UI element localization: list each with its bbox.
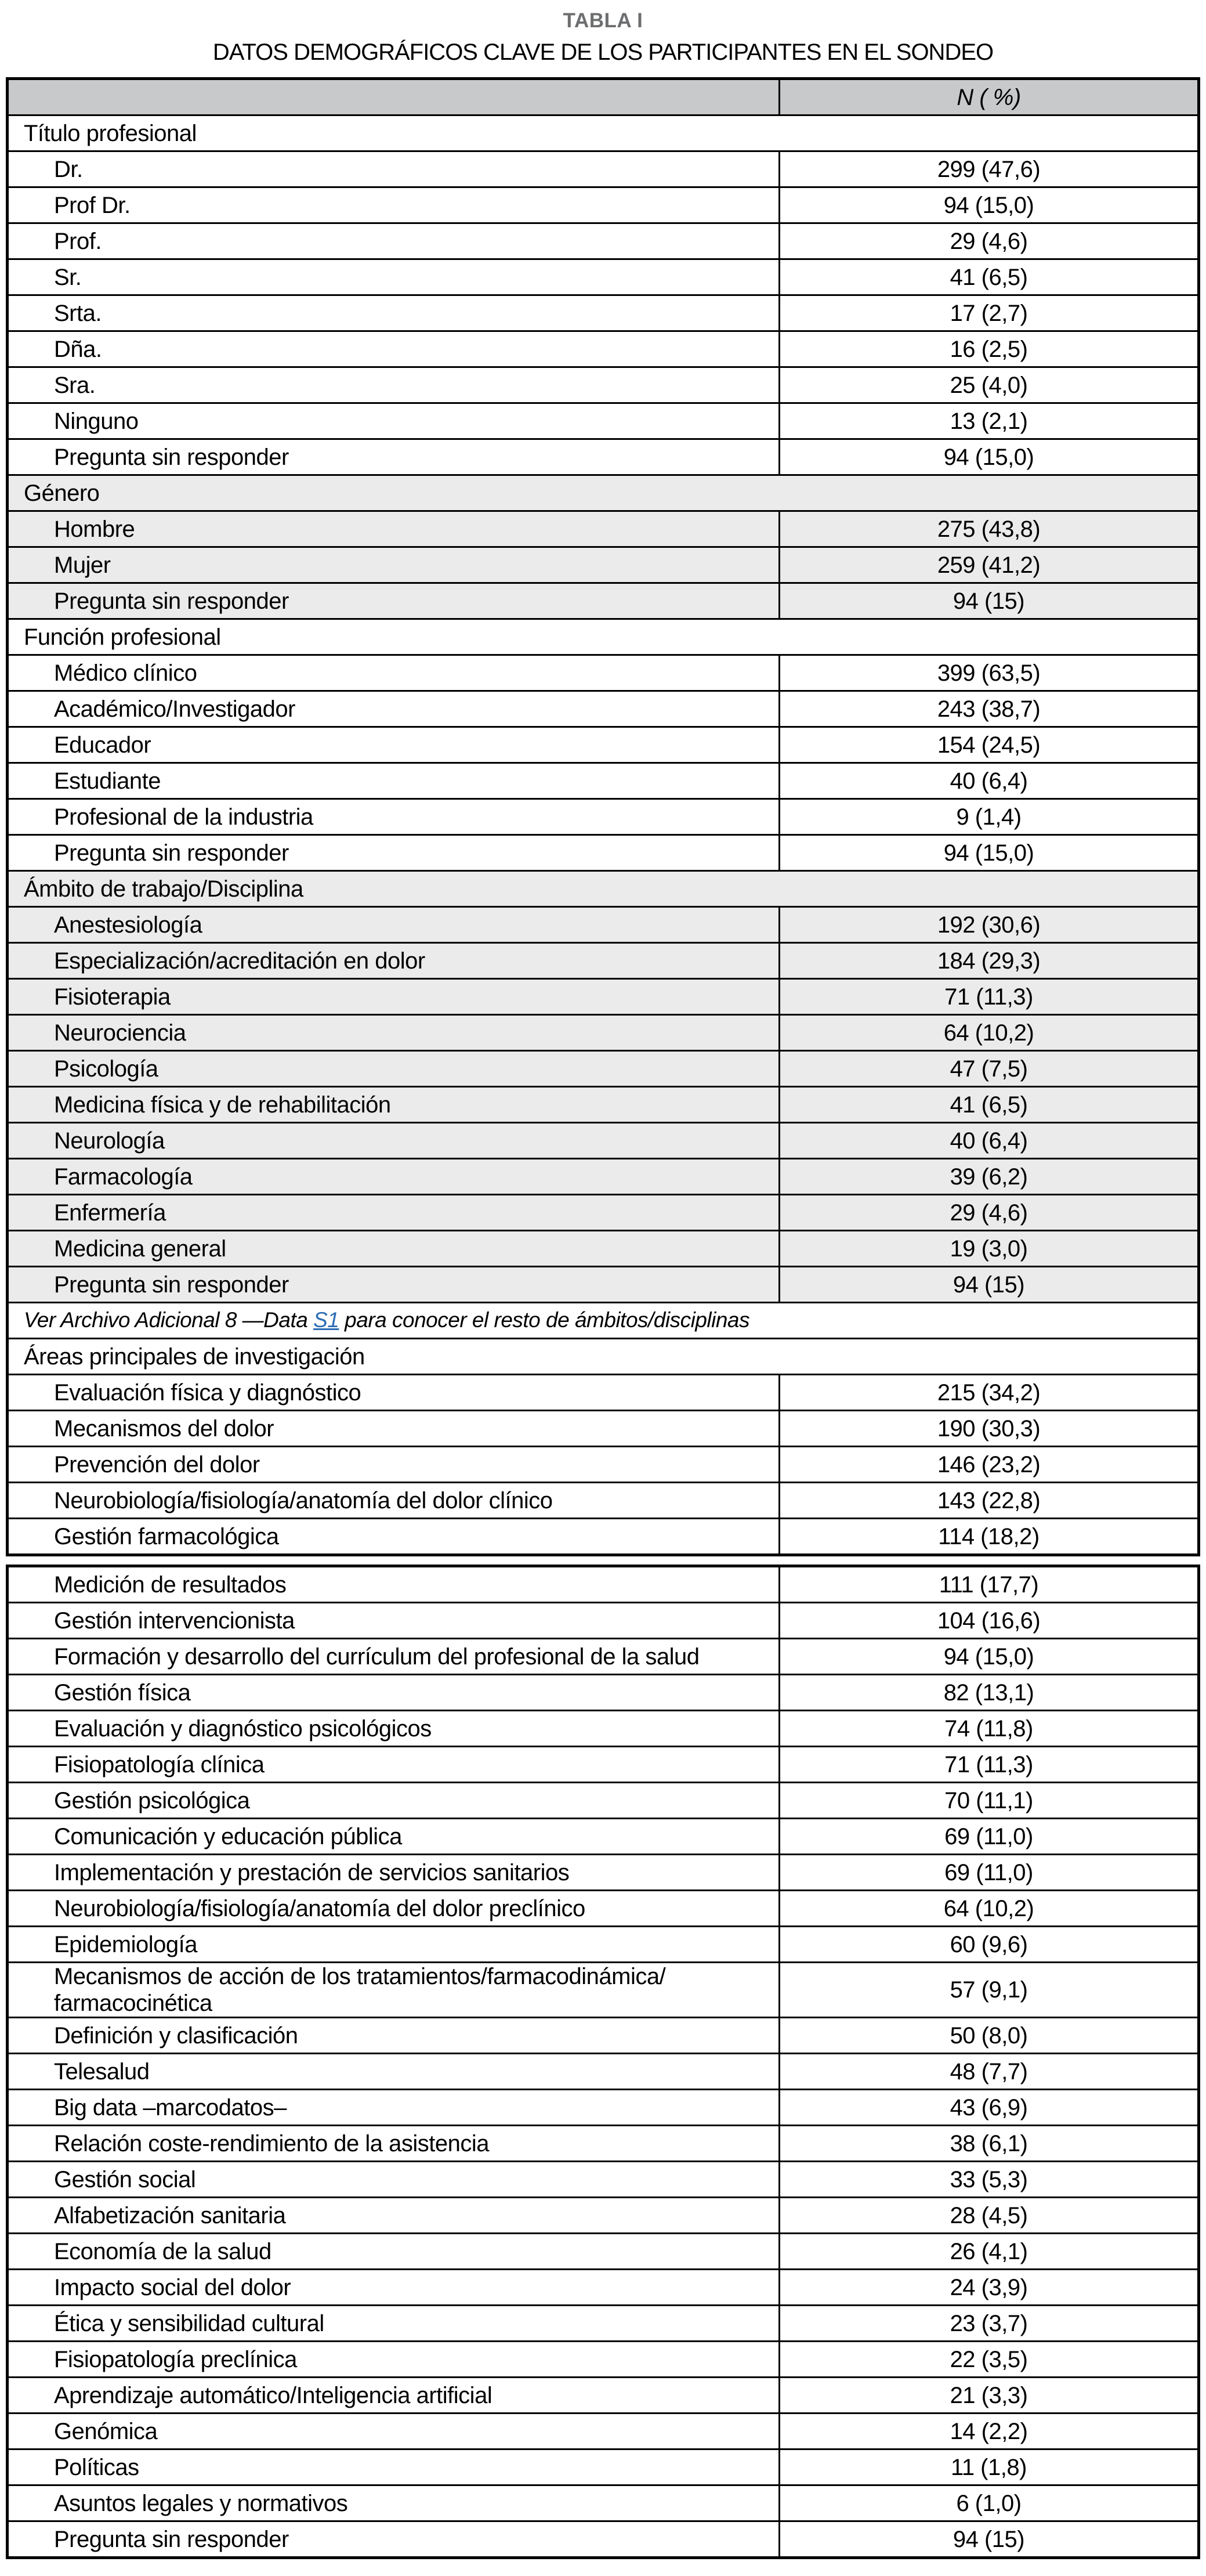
table-row xyxy=(8,1891,1199,1927)
row-label: Definición y clasificación xyxy=(8,2018,780,2054)
row-value: 16 (2,5) xyxy=(779,331,1198,367)
row-value: 64 (10,2) xyxy=(779,1891,1198,1927)
row-label: Big data –marcodatos– xyxy=(8,2090,780,2126)
row-label: Pregunta sin responder xyxy=(8,2521,780,2558)
row-label: Sra. xyxy=(8,367,780,403)
row-label: Hombre xyxy=(8,511,780,547)
row-value: 154 (24,5) xyxy=(779,727,1198,763)
table-row xyxy=(8,1015,1199,1051)
row-label: Relación coste-rendimiento de la asistencia xyxy=(8,2126,780,2162)
row-value: 94 (15,0) xyxy=(779,835,1198,871)
table-row xyxy=(8,1375,1199,1411)
row-label: Medicina física y de rehabilitación xyxy=(8,1087,780,1123)
table-row xyxy=(8,1483,1199,1519)
row-label: Aprendizaje automático/Inteligencia artificial xyxy=(8,2378,780,2414)
row-label: Políticas xyxy=(8,2449,780,2485)
table-row xyxy=(8,439,1199,475)
row-label: Pregunta sin responder xyxy=(8,1267,780,1303)
table-row xyxy=(8,2485,1199,2521)
row-label: Farmacología xyxy=(8,1159,780,1195)
table-row xyxy=(8,2270,1199,2306)
table-row xyxy=(8,1963,1199,2018)
table-row xyxy=(8,259,1199,295)
row-value: 94 (15) xyxy=(779,2521,1198,2558)
row-value: 57 (9,1) xyxy=(779,1963,1198,2018)
table-row xyxy=(8,1819,1199,1855)
row-label: Médico clínico xyxy=(8,655,780,691)
row-value: 114 (18,2) xyxy=(779,1519,1198,1555)
row-value: 25 (4,0) xyxy=(779,367,1198,403)
row-value: 11 (1,8) xyxy=(779,2449,1198,2485)
row-value: 215 (34,2) xyxy=(779,1375,1198,1411)
table-row xyxy=(8,1051,1199,1087)
note-row xyxy=(8,1303,1199,1339)
note-cell xyxy=(8,1303,1199,1339)
table-subtitle: DATOS DEMOGRÁFICOS CLAVE DE LOS PARTICIPANTES EN EL SONDEO xyxy=(212,39,994,65)
row-value: 41 (6,5) xyxy=(779,259,1198,295)
table-row xyxy=(8,2378,1199,2414)
row-value: 94 (15,0) xyxy=(779,187,1198,223)
table-row xyxy=(8,727,1199,763)
demographics-table xyxy=(6,77,1200,2559)
table-row xyxy=(8,2090,1199,2126)
row-value: 74 (11,8) xyxy=(779,1711,1198,1747)
table-caption xyxy=(0,0,1206,66)
row-value: 82 (13,1) xyxy=(779,1675,1198,1711)
row-label: Dr. xyxy=(8,151,780,187)
row-label: Evaluación y diagnóstico psicológicos xyxy=(8,1711,780,1747)
row-label: Telesalud xyxy=(8,2054,780,2090)
row-label: Dña. xyxy=(8,331,780,367)
row-label: Fisiopatología preclínica xyxy=(8,2342,780,2378)
row-value: 13 (2,1) xyxy=(779,403,1198,439)
section-label: Ámbito de trabajo/Disciplina xyxy=(8,871,1199,907)
table-row xyxy=(8,403,1199,439)
section-row xyxy=(8,475,1199,511)
row-label: Pregunta sin responder xyxy=(8,835,780,871)
row-label: Estudiante xyxy=(8,763,780,799)
row-label: Neurobiología/fisiología/anatomía del dolor preclínico xyxy=(8,1891,780,1927)
row-value: 190 (30,3) xyxy=(779,1411,1198,1447)
row-value: 69 (11,0) xyxy=(779,1819,1198,1855)
row-label: Académico/Investigador xyxy=(8,691,780,727)
row-value: 43 (6,9) xyxy=(779,2090,1198,2126)
row-value: 184 (29,3) xyxy=(779,943,1198,979)
table-row xyxy=(8,1675,1199,1711)
header-n-percent-cell: N ( %) xyxy=(779,79,1198,115)
table-row xyxy=(8,2054,1199,2090)
row-label: Mujer xyxy=(8,547,780,583)
row-value: 6 (1,0) xyxy=(779,2485,1198,2521)
row-label: Srta. xyxy=(8,295,780,331)
table-block-1 xyxy=(6,77,1200,1556)
row-label: Prevención del dolor xyxy=(8,1447,780,1483)
row-label: Alfabetización sanitaria xyxy=(8,2198,780,2234)
row-label: Mecanismos de acción de los tratamientos/farmacodinámica/ farmacocinética xyxy=(8,1963,780,2018)
row-label: Ninguno xyxy=(8,403,780,439)
row-label: Medicina general xyxy=(8,1231,780,1267)
table-row xyxy=(8,1711,1199,1747)
table-row xyxy=(8,1783,1199,1819)
row-label: Educador xyxy=(8,727,780,763)
row-label: Asuntos legales y normativos xyxy=(8,2485,780,2521)
table-row xyxy=(8,2449,1199,2485)
row-value: 24 (3,9) xyxy=(779,2270,1198,2306)
row-value: 192 (30,6) xyxy=(779,907,1198,943)
table-row xyxy=(8,2521,1199,2558)
row-label: Neurociencia xyxy=(8,1015,780,1051)
table-title: TABLA I xyxy=(563,9,643,32)
row-label: Evaluación física y diagnóstico xyxy=(8,1375,780,1411)
row-label: Prof Dr. xyxy=(8,187,780,223)
table-row xyxy=(8,691,1199,727)
row-value: 94 (15,0) xyxy=(779,439,1198,475)
row-label: Anestesiología xyxy=(8,907,780,943)
row-value: 60 (9,6) xyxy=(779,1927,1198,1963)
table-row xyxy=(8,1087,1199,1123)
row-value: 71 (11,3) xyxy=(779,979,1198,1015)
row-value: 275 (43,8) xyxy=(779,511,1198,547)
row-label: Gestión física xyxy=(8,1675,780,1711)
row-label: Fisiopatología clínica xyxy=(8,1747,780,1783)
row-value: 9 (1,4) xyxy=(779,799,1198,835)
row-label: Pregunta sin responder xyxy=(8,439,780,475)
row-value: 22 (3,5) xyxy=(779,2342,1198,2378)
table-row xyxy=(8,2342,1199,2378)
table-row xyxy=(8,2126,1199,2162)
row-label: Gestión farmacológica xyxy=(8,1519,780,1555)
row-value: 21 (3,3) xyxy=(779,2378,1198,2414)
row-value: 104 (16,6) xyxy=(779,1603,1198,1639)
table-row xyxy=(8,655,1199,691)
row-value: 28 (4,5) xyxy=(779,2198,1198,2234)
row-label: Neurobiología/fisiología/anatomía del dolor clínico xyxy=(8,1483,780,1519)
row-value: 26 (4,1) xyxy=(779,2234,1198,2270)
row-value: 14 (2,2) xyxy=(779,2414,1198,2449)
table-row xyxy=(8,511,1199,547)
table-row xyxy=(8,2162,1199,2198)
section-row xyxy=(8,115,1199,151)
row-value: 143 (22,8) xyxy=(779,1483,1198,1519)
row-value: 259 (41,2) xyxy=(779,547,1198,583)
row-value: 94 (15) xyxy=(779,583,1198,619)
row-label: Enfermería xyxy=(8,1195,780,1231)
row-value: 399 (63,5) xyxy=(779,655,1198,691)
table-row xyxy=(8,1195,1199,1231)
row-label: Sr. xyxy=(8,259,780,295)
row-value: 69 (11,0) xyxy=(779,1855,1198,1891)
row-label: Genómica xyxy=(8,2414,780,2449)
section-label: Título profesional xyxy=(8,115,1199,151)
row-label: Comunicación y educación pública xyxy=(8,1819,780,1855)
table-row xyxy=(8,331,1199,367)
row-value: 29 (4,6) xyxy=(779,223,1198,259)
row-value: 94 (15,0) xyxy=(779,1639,1198,1675)
section-row xyxy=(8,619,1199,655)
table-row xyxy=(8,2018,1199,2054)
row-label: Gestión social xyxy=(8,2162,780,2198)
table-row xyxy=(8,1603,1199,1639)
table-row xyxy=(8,2414,1199,2449)
row-label: Prof. xyxy=(8,223,780,259)
row-value: 243 (38,7) xyxy=(779,691,1198,727)
row-value: 48 (7,7) xyxy=(779,2054,1198,2090)
row-value: 19 (3,0) xyxy=(779,1231,1198,1267)
table-row xyxy=(8,583,1199,619)
row-value: 38 (6,1) xyxy=(779,2126,1198,2162)
table-row xyxy=(8,1159,1199,1195)
table-row xyxy=(8,2198,1199,2234)
row-label: Pregunta sin responder xyxy=(8,583,780,619)
row-label: Impacto social del dolor xyxy=(8,2270,780,2306)
table-row xyxy=(8,1855,1199,1891)
row-value: 299 (47,6) xyxy=(779,151,1198,187)
row-label: Gestión psicológica xyxy=(8,1783,780,1819)
row-label: Implementación y prestación de servicios sanitarios xyxy=(8,1855,780,1891)
row-label: Ética y sensibilidad cultural xyxy=(8,2306,780,2342)
row-value: 146 (23,2) xyxy=(779,1447,1198,1483)
data-table xyxy=(6,1565,1200,2559)
note-text-suffix: para conocer el resto de ámbitos/disciplinas xyxy=(339,1308,749,1332)
row-value: 47 (7,5) xyxy=(779,1051,1198,1087)
row-value: 29 (4,6) xyxy=(779,1195,1198,1231)
row-label: Economía de la salud xyxy=(8,2234,780,2270)
row-value: 41 (6,5) xyxy=(779,1087,1198,1123)
row-label: Especialización/acreditación en dolor xyxy=(8,943,780,979)
page-break-gap xyxy=(6,1556,1200,1565)
row-value: 111 (17,7) xyxy=(779,1566,1198,1603)
section-row xyxy=(8,871,1199,907)
row-label: Epidemiología xyxy=(8,1927,780,1963)
table-row xyxy=(8,187,1199,223)
row-value: 17 (2,7) xyxy=(779,295,1198,331)
table-row xyxy=(8,1639,1199,1675)
table-row xyxy=(8,1411,1199,1447)
section-label: Función profesional xyxy=(8,619,1199,655)
table-row xyxy=(8,1123,1199,1159)
table-row xyxy=(8,1927,1199,1963)
row-label: Mecanismos del dolor xyxy=(8,1411,780,1447)
row-value: 70 (11,1) xyxy=(779,1783,1198,1819)
table-row xyxy=(8,2234,1199,2270)
table-row xyxy=(8,547,1199,583)
row-label: Medición de resultados xyxy=(8,1566,780,1603)
table-row xyxy=(8,763,1199,799)
row-label: Formación y desarrollo del currículum del profesional de la salud xyxy=(8,1639,780,1675)
table-row xyxy=(8,1267,1199,1303)
row-value: 39 (6,2) xyxy=(779,1159,1198,1195)
section-label: Género xyxy=(8,475,1199,511)
table-row xyxy=(8,151,1199,187)
s1-link[interactable]: S1 xyxy=(313,1308,339,1332)
row-value: 23 (3,7) xyxy=(779,2306,1198,2342)
table-row xyxy=(8,295,1199,331)
row-label: Fisioterapia xyxy=(8,979,780,1015)
row-label: Neurología xyxy=(8,1123,780,1159)
table-row xyxy=(8,907,1199,943)
table-row xyxy=(8,979,1199,1015)
row-value: 50 (8,0) xyxy=(779,2018,1198,2054)
table-row xyxy=(8,223,1199,259)
table-row xyxy=(8,1231,1199,1267)
section-row xyxy=(8,1339,1199,1375)
table-row xyxy=(8,943,1199,979)
header-row xyxy=(8,79,1199,115)
note-text-prefix: Ver Archivo Adicional 8 —Data xyxy=(24,1308,314,1332)
row-label: Profesional de la industria xyxy=(8,799,780,835)
row-label: Psicología xyxy=(8,1051,780,1087)
table-row xyxy=(8,1747,1199,1783)
section-label: Áreas principales de investigación xyxy=(8,1339,1199,1375)
row-value: 94 (15) xyxy=(779,1267,1198,1303)
table-row xyxy=(8,1519,1199,1555)
row-value: 33 (5,3) xyxy=(779,2162,1198,2198)
table-row xyxy=(8,1566,1199,1603)
header-empty-cell xyxy=(8,79,780,115)
table-row xyxy=(8,799,1199,835)
row-value: 64 (10,2) xyxy=(779,1015,1198,1051)
table-block-2 xyxy=(6,1565,1200,2559)
table-row xyxy=(8,2306,1199,2342)
row-label: Gestión intervencionista xyxy=(8,1603,780,1639)
table-row xyxy=(8,835,1199,871)
row-value: 40 (6,4) xyxy=(779,1123,1198,1159)
table-row xyxy=(8,367,1199,403)
row-value: 40 (6,4) xyxy=(779,763,1198,799)
data-table xyxy=(6,77,1200,1556)
row-value: 71 (11,3) xyxy=(779,1747,1198,1783)
table-row xyxy=(8,1447,1199,1483)
